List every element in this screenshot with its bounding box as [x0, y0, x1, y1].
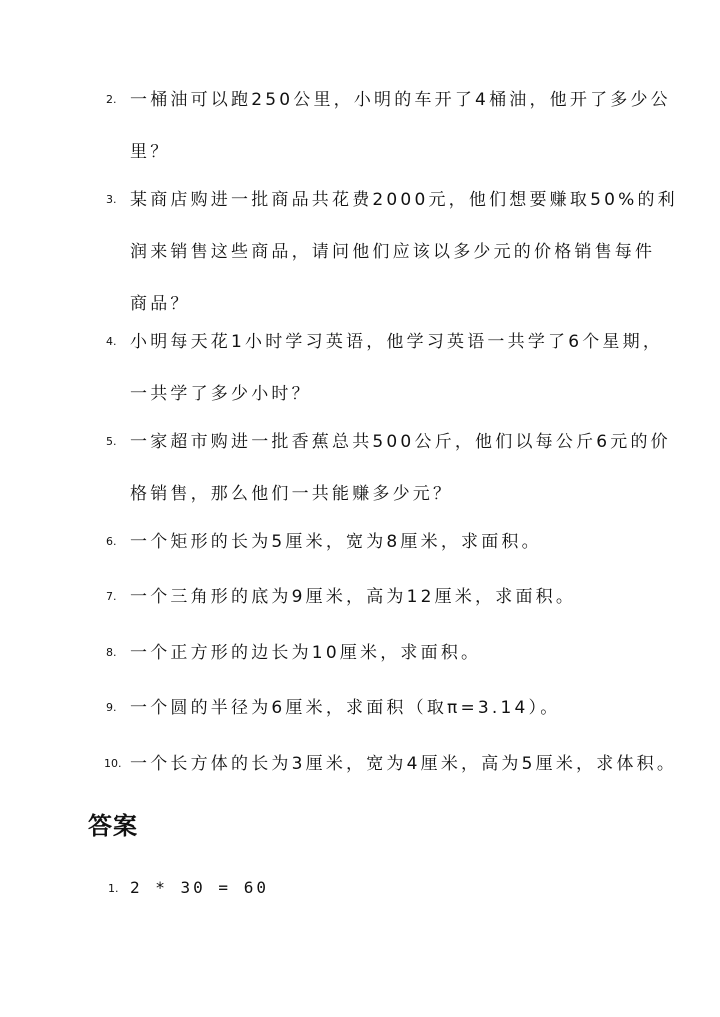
- question-text: [130, 627, 630, 679]
- question-number: 6.: [106, 535, 117, 548]
- question-line: 一个长方体的长为3厘米，宽为4厘米，高为5厘米，求体积。: [130, 754, 678, 774]
- question-line: 一个矩形的长为5厘米，宽为8厘米，求面积。: [130, 532, 542, 552]
- answer-text: 2 * 30 = 60: [130, 878, 269, 897]
- question-line: 一桶油可以跑250公里，小明的车开了4桶油，他开了多少公: [130, 90, 671, 110]
- question-text: [130, 74, 671, 178]
- question-text: [130, 316, 664, 420]
- question-text: [130, 174, 678, 330]
- question-line: 一共学了多少小时？: [130, 384, 312, 404]
- question-line: 一个正方形的边长为10厘米，求面积。: [130, 643, 482, 663]
- question-text: [130, 738, 678, 790]
- question-number: 7.: [106, 590, 117, 603]
- question-line: 格销售，那么他们一共能赚多少元？: [130, 484, 454, 504]
- question-number: 9.: [106, 701, 117, 714]
- question-text: [130, 516, 630, 568]
- question-number: 3.: [106, 193, 117, 206]
- question-line: 里？: [130, 142, 171, 162]
- question-line: 一个三角形的底为9厘米，高为12厘米，求面积。: [130, 587, 577, 607]
- question-line: 润来销售这些商品，请问他们应该以多少元的价格销售每件: [130, 242, 656, 262]
- question-line: 小明每天花1小时学习英语，他学习英语一共学了6个星期，: [130, 332, 664, 352]
- question-line: 一家超市购进一批香蕉总共500公斤，他们以每公斤6元的价: [130, 432, 671, 452]
- question-number: 5.: [106, 435, 117, 448]
- question-line: 某商店购进一批商品共花费2000元，他们想要赚取50%的利: [130, 190, 678, 210]
- question-line: 一个圆的半径为6厘米，求面积（取π=3.14）。: [130, 698, 561, 718]
- question-number: 10.: [104, 757, 122, 770]
- question-text: [130, 416, 671, 520]
- question-number: 2.: [106, 93, 117, 106]
- question-text: [130, 571, 630, 623]
- question-number: 8.: [106, 646, 117, 659]
- question-number: 4.: [106, 335, 117, 348]
- answer-number: 1.: [108, 882, 119, 895]
- question-line: 商品？: [130, 294, 191, 314]
- answers-heading: 答案: [88, 811, 138, 840]
- question-text: [130, 682, 630, 734]
